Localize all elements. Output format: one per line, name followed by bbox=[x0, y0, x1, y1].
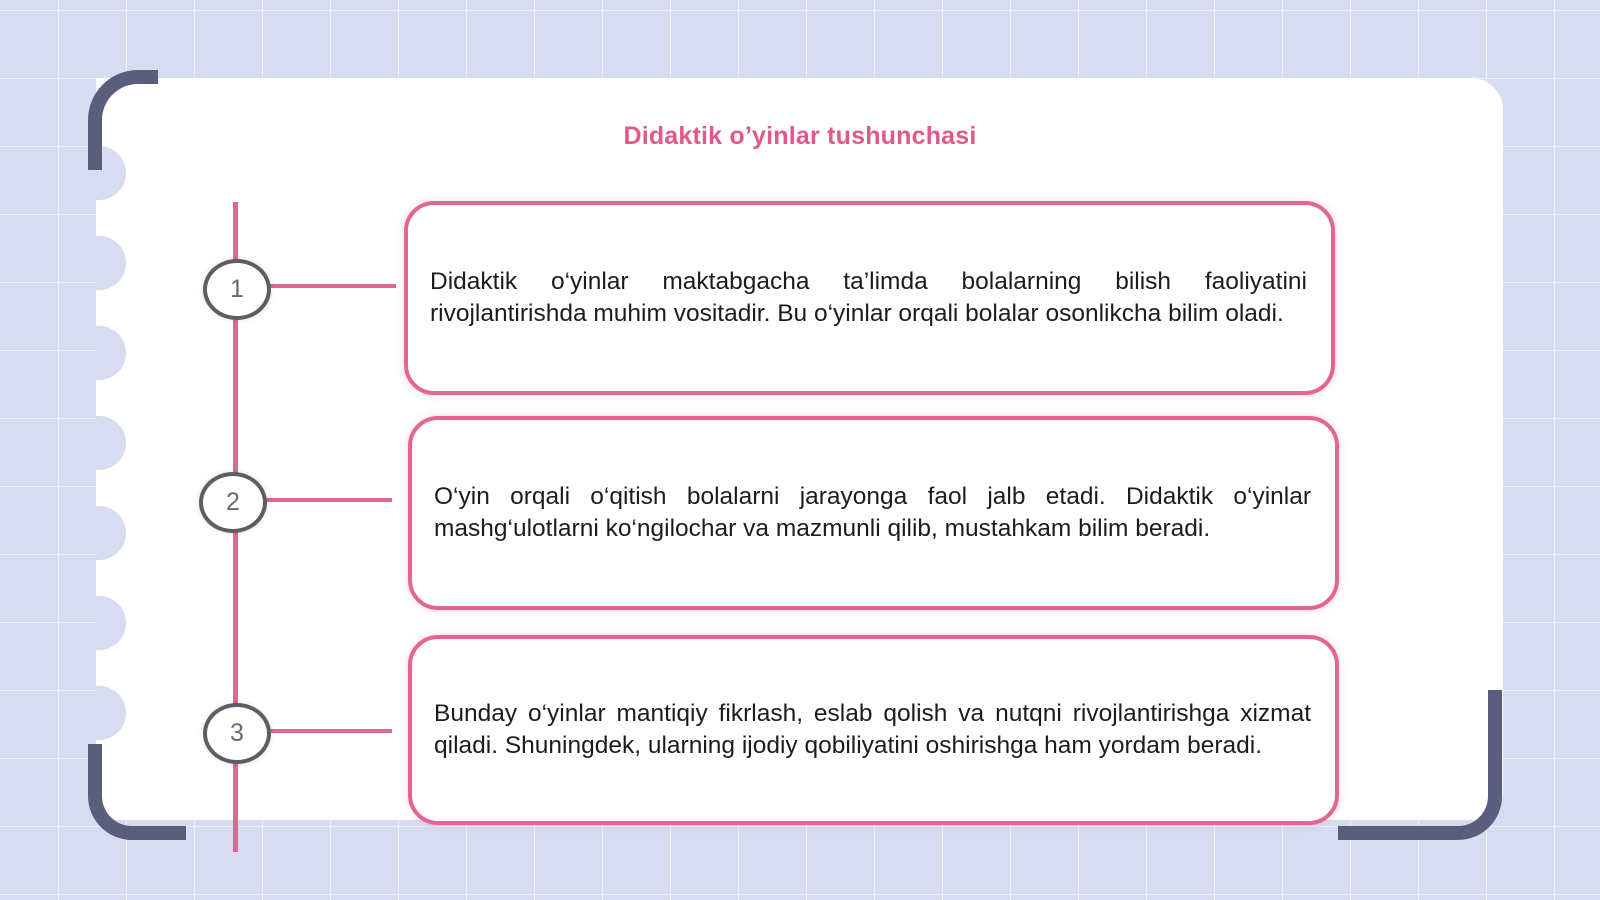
slide-title: Didaktik o’yinlar tushunchasi bbox=[623, 122, 977, 150]
step-card bbox=[404, 201, 1335, 395]
step-card-text: Didaktik o‘yinlar maktabgacha ta’limda bolalarning bilish faoliyatini rivojlantirishda muhim vositadir. Bu o‘yinlar orqali bolalar osonlikcha bilim oladi. bbox=[430, 268, 1307, 327]
step-card bbox=[408, 416, 1339, 610]
step-number-circle bbox=[203, 703, 271, 764]
corner-bracket-bottom-right bbox=[1338, 690, 1502, 840]
step-number: 1 bbox=[230, 275, 244, 303]
step-card-text: Bunday o‘yinlar mantiqiy fikrlash, eslab qolish va nutqni rivojlantirishga xizmat qiladi. Shuningdek, ularning ijodiy qobiliyatini oshirishga ham yordam beradi. bbox=[434, 700, 1311, 759]
step-number: 3 bbox=[230, 719, 244, 747]
step-connector bbox=[266, 729, 392, 733]
step-connector bbox=[262, 498, 392, 502]
step-number-circle bbox=[203, 259, 271, 320]
step-card-text: O‘yin orqali o‘qitish bolalarni jarayonga faol jalb etadi. Didaktik o‘yinlar mashg‘ulotlarni ko‘ngilochar va mazmunli qilib, mustahkam bilim beradi. bbox=[434, 483, 1311, 542]
corner-bracket-bottom-left bbox=[88, 744, 186, 840]
step-connector bbox=[266, 284, 396, 288]
step-number: 2 bbox=[226, 488, 240, 516]
step-number-circle bbox=[199, 472, 267, 533]
step-card bbox=[408, 635, 1339, 825]
